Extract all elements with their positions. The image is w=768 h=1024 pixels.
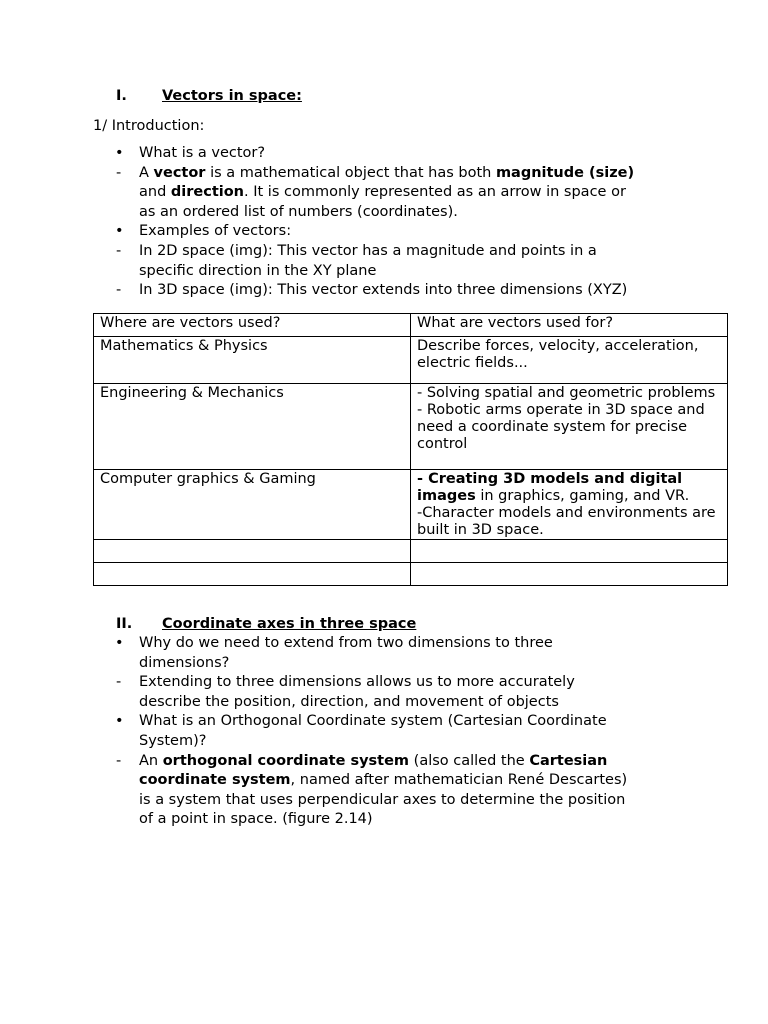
bold-text: coordinate system	[139, 772, 291, 789]
table-header-cell: What are vectors used for?	[411, 314, 728, 337]
text-run: is a system that uses perpendicular axes to determine the position	[139, 791, 626, 808]
list-item	[139, 222, 679, 242]
table-row	[94, 563, 728, 586]
bullet-marker: •	[115, 145, 124, 161]
list-item	[139, 712, 679, 751]
table-row	[94, 540, 728, 563]
text-run: of a point in space. (figure 2.14)	[139, 811, 373, 828]
list-item	[139, 144, 679, 164]
text-run: (also called the	[409, 752, 530, 769]
table-cell-what	[411, 337, 728, 384]
table-header-row	[94, 314, 728, 337]
table-cell-where: Engineering & Mechanics	[94, 384, 411, 470]
list-item-text: Examples of vectors:	[139, 223, 292, 240]
table-cell-where	[94, 540, 411, 563]
section-2-number: II.	[116, 616, 133, 632]
vectors-table	[93, 313, 728, 586]
table-header-cell: Where are vectors used?	[94, 314, 411, 337]
bold-text: direction	[170, 184, 245, 201]
list-item-text: In 2D space (img): This vector has a magnitude and points in a	[139, 243, 597, 259]
list-item	[139, 164, 679, 223]
bold-text: magnitude (size)	[495, 164, 635, 181]
list-item	[139, 242, 679, 281]
bold-text: orthogonal coordinate system	[162, 752, 410, 769]
section-1-number: I.	[116, 88, 127, 104]
bullet-marker: •	[115, 713, 124, 730]
list-item-text: What is an Orthogonal Coordinate system (Cartesian Coordinate	[139, 713, 607, 730]
section-2-title: Coordinate axes in three space	[162, 616, 417, 632]
table-row	[94, 384, 728, 470]
list-item-text: In 3D space (img): This vector extends into three dimensions (XYZ)	[139, 282, 628, 299]
list-item	[139, 281, 679, 301]
list-item	[139, 634, 679, 673]
list-item-text: describe the position, direction, and movement of objects	[139, 693, 559, 710]
list-item-text: What is a vector?	[139, 145, 266, 161]
table-row	[94, 337, 728, 384]
bold-text: - Creating 3D models and digital images	[417, 471, 683, 504]
intro-label: 1/ Introduction:	[93, 118, 205, 134]
list-item-text: Why do we need to extend from two dimensions to three	[139, 635, 553, 651]
table-cell-where: Mathematics & Physics	[94, 337, 411, 384]
list-item	[139, 673, 679, 712]
bold-text: vector	[153, 164, 206, 181]
table-cell-what	[411, 470, 728, 540]
list-item-text: specific direction in the XY plane	[139, 262, 377, 279]
list-item-text: System)?	[139, 732, 207, 749]
dash-marker: -	[116, 752, 122, 769]
table-row	[94, 470, 728, 540]
list-item-text: Extending to three dimensions allows us to more accurately	[139, 674, 575, 691]
dash-marker: -	[116, 674, 122, 691]
text-run: , named after mathematician René Descartes)	[290, 772, 628, 789]
list-item-text: dimensions?	[139, 654, 230, 671]
table-cell-where	[94, 563, 411, 586]
text-run: in graphics, gaming, and VR.	[475, 488, 690, 504]
text-run: is a mathematical object that has both	[205, 164, 496, 181]
table-cell-where: Computer graphics & Gaming	[94, 470, 411, 540]
dash-marker: -	[116, 164, 122, 181]
section-1-title: Vectors in space:	[162, 88, 302, 104]
bold-text: Cartesian	[529, 752, 608, 769]
text-run: and	[139, 184, 171, 201]
text-run: - Robotic arms operate in 3D space and need a coordinate system for precise control	[417, 402, 705, 452]
text-run: Describe forces, velocity, acceleration, electric fields...	[417, 338, 699, 371]
list-item	[139, 752, 679, 830]
text-run: An	[139, 752, 163, 769]
dash-marker: -	[116, 282, 122, 299]
dash-marker: -	[116, 243, 122, 259]
text-run: -Character models and environments are built in 3D space.	[417, 505, 716, 538]
table-cell-what	[411, 384, 728, 470]
bullet-marker: •	[115, 223, 124, 240]
table-cell-what	[411, 540, 728, 563]
bullet-marker: •	[115, 635, 124, 651]
text-run: - Solving spatial and geometric problems	[417, 385, 716, 401]
text-run: as an ordered list of numbers (coordinates).	[139, 203, 458, 220]
text-run: . It is commonly represented as an arrow in space or	[244, 184, 626, 201]
table-cell-what	[411, 563, 728, 586]
text-run: A	[139, 164, 154, 181]
